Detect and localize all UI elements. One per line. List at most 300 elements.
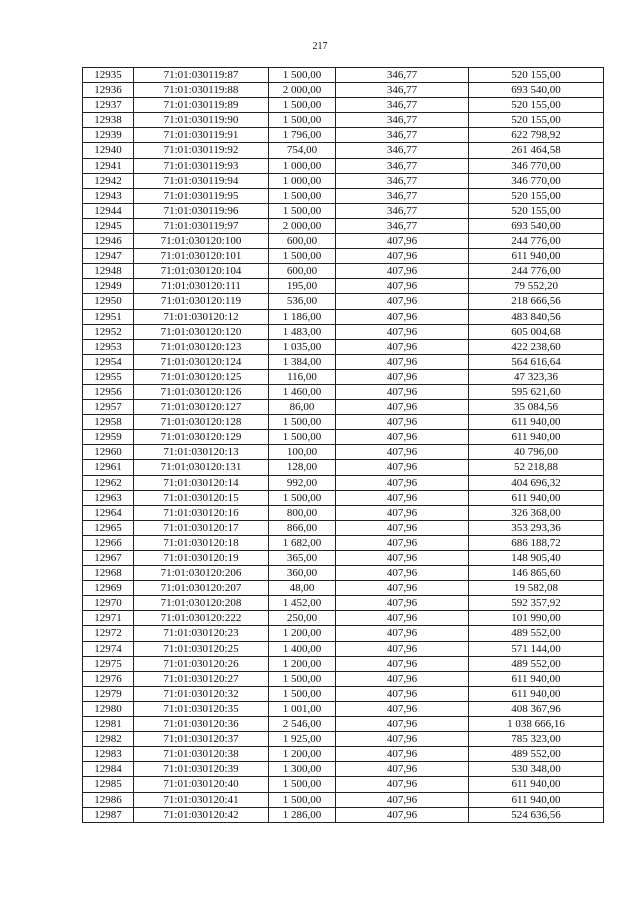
row-number-cell: 12951 — [83, 309, 134, 324]
cadastral-number-cell: 71:01:030120:16 — [134, 505, 269, 520]
area-cell: 600,00 — [269, 264, 336, 279]
area-cell: 360,00 — [269, 566, 336, 581]
rate-cell: 407,96 — [336, 656, 469, 671]
value-cell: 244 776,00 — [469, 234, 604, 249]
row-number-cell: 12956 — [83, 384, 134, 399]
row-number-cell: 12971 — [83, 611, 134, 626]
rate-cell: 407,96 — [336, 234, 469, 249]
table-row — [83, 309, 604, 324]
rate-cell: 407,96 — [336, 717, 469, 732]
table-row — [83, 777, 604, 792]
table-row — [83, 626, 604, 641]
rate-cell: 346,77 — [336, 158, 469, 173]
area-cell: 1 200,00 — [269, 747, 336, 762]
cadastral-number-cell: 71:01:030119:91 — [134, 128, 269, 143]
row-number-cell: 12954 — [83, 354, 134, 369]
area-cell: 116,00 — [269, 369, 336, 384]
row-number-cell: 12965 — [83, 520, 134, 535]
rate-cell: 407,96 — [336, 249, 469, 264]
table-row — [83, 369, 604, 384]
area-cell: 1 925,00 — [269, 732, 336, 747]
table-row — [83, 294, 604, 309]
value-cell: 35 084,56 — [469, 400, 604, 415]
area-cell: 1 500,00 — [269, 686, 336, 701]
rate-cell: 407,96 — [336, 430, 469, 445]
cadastral-number-cell: 71:01:030120:40 — [134, 777, 269, 792]
row-number-cell: 12966 — [83, 535, 134, 550]
value-cell: 611 940,00 — [469, 792, 604, 807]
table-row — [83, 475, 604, 490]
cadastral-number-cell: 71:01:030120:101 — [134, 249, 269, 264]
value-cell: 346 770,00 — [469, 158, 604, 173]
cadastral-number-cell: 71:01:030119:93 — [134, 158, 269, 173]
area-cell: 1 500,00 — [269, 188, 336, 203]
cadastral-number-cell: 71:01:030120:124 — [134, 354, 269, 369]
cadastral-number-cell: 71:01:030119:90 — [134, 113, 269, 128]
area-cell: 86,00 — [269, 400, 336, 415]
area-cell: 1 500,00 — [269, 68, 336, 83]
rate-cell: 346,77 — [336, 143, 469, 158]
value-cell: 520 155,00 — [469, 68, 604, 83]
area-cell: 2 546,00 — [269, 717, 336, 732]
rate-cell: 407,96 — [336, 626, 469, 641]
rate-cell: 346,77 — [336, 218, 469, 233]
value-cell: 564 616,64 — [469, 354, 604, 369]
table-row — [83, 415, 604, 430]
cadastral-number-cell: 71:01:030120:206 — [134, 566, 269, 581]
row-number-cell: 12952 — [83, 324, 134, 339]
row-number-cell: 12961 — [83, 460, 134, 475]
row-number-cell: 12985 — [83, 777, 134, 792]
table-row — [83, 671, 604, 686]
rate-cell: 407,96 — [336, 400, 469, 415]
value-cell: 595 621,60 — [469, 384, 604, 399]
area-cell: 1 500,00 — [269, 671, 336, 686]
table-row — [83, 505, 604, 520]
rate-cell: 407,96 — [336, 566, 469, 581]
rate-cell: 407,96 — [336, 309, 469, 324]
cadastral-number-cell: 71:01:030119:96 — [134, 203, 269, 218]
area-cell: 1 500,00 — [269, 490, 336, 505]
value-cell: 530 348,00 — [469, 762, 604, 777]
value-cell: 483 840,56 — [469, 309, 604, 324]
row-number-cell: 12942 — [83, 173, 134, 188]
row-number-cell: 12959 — [83, 430, 134, 445]
row-number-cell: 12935 — [83, 68, 134, 83]
rate-cell: 407,96 — [336, 535, 469, 550]
cadastral-number-cell: 71:01:030119:94 — [134, 173, 269, 188]
rate-cell: 346,77 — [336, 113, 469, 128]
value-cell: 148 905,40 — [469, 551, 604, 566]
table-row — [83, 339, 604, 354]
row-number-cell: 12938 — [83, 113, 134, 128]
value-cell: 785 323,00 — [469, 732, 604, 747]
row-number-cell: 12960 — [83, 445, 134, 460]
area-cell: 1 500,00 — [269, 249, 336, 264]
rate-cell: 407,96 — [336, 369, 469, 384]
table-row — [83, 611, 604, 626]
table-row — [83, 113, 604, 128]
area-cell: 1 384,00 — [269, 354, 336, 369]
row-number-cell: 12982 — [83, 732, 134, 747]
cadastral-number-cell: 71:01:030120:119 — [134, 294, 269, 309]
area-cell: 800,00 — [269, 505, 336, 520]
table-row — [83, 400, 604, 415]
row-number-cell: 12964 — [83, 505, 134, 520]
area-cell: 1 500,00 — [269, 113, 336, 128]
row-number-cell: 12984 — [83, 762, 134, 777]
area-cell: 1 400,00 — [269, 641, 336, 656]
value-cell: 524 636,56 — [469, 807, 604, 822]
row-number-cell: 12949 — [83, 279, 134, 294]
table-row — [83, 732, 604, 747]
cadastral-number-cell: 71:01:030120:35 — [134, 701, 269, 716]
rate-cell: 407,96 — [336, 339, 469, 354]
rate-cell: 407,96 — [336, 445, 469, 460]
cadastral-number-cell: 71:01:030120:111 — [134, 279, 269, 294]
area-cell: 1 035,00 — [269, 339, 336, 354]
cadastral-number-cell: 71:01:030120:39 — [134, 762, 269, 777]
cadastral-number-cell: 71:01:030120:36 — [134, 717, 269, 732]
cadastral-number-cell: 71:01:030120:104 — [134, 264, 269, 279]
rate-cell: 407,96 — [336, 490, 469, 505]
rate-cell: 346,77 — [336, 188, 469, 203]
value-cell: 611 940,00 — [469, 777, 604, 792]
row-number-cell: 12976 — [83, 671, 134, 686]
table-row — [83, 701, 604, 716]
row-number-cell: 12936 — [83, 83, 134, 98]
table-row — [83, 143, 604, 158]
row-number-cell: 12987 — [83, 807, 134, 822]
cadastral-number-cell: 71:01:030120:41 — [134, 792, 269, 807]
table-row — [83, 747, 604, 762]
rate-cell: 407,96 — [336, 641, 469, 656]
row-number-cell: 12944 — [83, 203, 134, 218]
cadastral-number-cell: 71:01:030120:128 — [134, 415, 269, 430]
table-row — [83, 249, 604, 264]
area-cell: 1 500,00 — [269, 415, 336, 430]
cadastral-number-cell: 71:01:030120:123 — [134, 339, 269, 354]
value-cell: 693 540,00 — [469, 218, 604, 233]
rate-cell: 407,96 — [336, 701, 469, 716]
row-number-cell: 12945 — [83, 218, 134, 233]
row-number-cell: 12972 — [83, 626, 134, 641]
rate-cell: 407,96 — [336, 792, 469, 807]
rate-cell: 407,96 — [336, 611, 469, 626]
table-row — [83, 354, 604, 369]
area-cell: 250,00 — [269, 611, 336, 626]
value-cell: 611 940,00 — [469, 490, 604, 505]
cadastral-number-cell: 71:01:030119:89 — [134, 98, 269, 113]
table-row — [83, 460, 604, 475]
table-body — [83, 68, 604, 823]
page-number: 217 — [312, 41, 328, 52]
cadastral-number-cell: 71:01:030119:92 — [134, 143, 269, 158]
area-cell: 1 286,00 — [269, 807, 336, 822]
area-cell: 128,00 — [269, 460, 336, 475]
value-cell: 611 940,00 — [469, 415, 604, 430]
value-cell: 605 004,68 — [469, 324, 604, 339]
value-cell: 611 940,00 — [469, 686, 604, 701]
value-cell: 489 552,00 — [469, 626, 604, 641]
cadastral-number-cell: 71:01:030120:131 — [134, 460, 269, 475]
table-row — [83, 762, 604, 777]
rate-cell: 346,77 — [336, 83, 469, 98]
rate-cell: 346,77 — [336, 203, 469, 218]
row-number-cell: 12943 — [83, 188, 134, 203]
area-cell: 1 500,00 — [269, 792, 336, 807]
table-row — [83, 596, 604, 611]
rate-cell: 407,96 — [336, 596, 469, 611]
value-cell: 422 238,60 — [469, 339, 604, 354]
area-cell: 1 460,00 — [269, 384, 336, 399]
cadastral-number-cell: 71:01:030120:15 — [134, 490, 269, 505]
rate-cell: 407,96 — [336, 279, 469, 294]
rate-cell: 407,96 — [336, 732, 469, 747]
value-cell: 489 552,00 — [469, 656, 604, 671]
cadastral-number-cell: 71:01:030120:23 — [134, 626, 269, 641]
rate-cell: 407,96 — [336, 324, 469, 339]
area-cell: 1 500,00 — [269, 777, 336, 792]
value-cell: 47 323,36 — [469, 369, 604, 384]
cadastral-number-cell: 71:01:030120:32 — [134, 686, 269, 701]
cadastral-number-cell: 71:01:030119:95 — [134, 188, 269, 203]
rate-cell: 346,77 — [336, 173, 469, 188]
cadastral-number-cell: 71:01:030120:222 — [134, 611, 269, 626]
area-cell: 1 000,00 — [269, 158, 336, 173]
value-cell: 571 144,00 — [469, 641, 604, 656]
row-number-cell: 12963 — [83, 490, 134, 505]
area-cell: 1 200,00 — [269, 626, 336, 641]
cadastral-number-cell: 71:01:030120:125 — [134, 369, 269, 384]
area-cell: 2 000,00 — [269, 83, 336, 98]
cadastral-number-cell: 71:01:030119:87 — [134, 68, 269, 83]
table-row — [83, 218, 604, 233]
table-row — [83, 566, 604, 581]
row-number-cell: 12955 — [83, 369, 134, 384]
area-cell: 1 452,00 — [269, 596, 336, 611]
rate-cell: 407,96 — [336, 520, 469, 535]
value-cell: 611 940,00 — [469, 430, 604, 445]
value-cell: 520 155,00 — [469, 98, 604, 113]
value-cell: 611 940,00 — [469, 249, 604, 264]
cadastral-number-cell: 71:01:030120:17 — [134, 520, 269, 535]
area-cell: 2 000,00 — [269, 218, 336, 233]
rate-cell: 407,96 — [336, 415, 469, 430]
area-cell: 1 001,00 — [269, 701, 336, 716]
cadastral-number-cell: 71:01:030120:100 — [134, 234, 269, 249]
row-number-cell: 12953 — [83, 339, 134, 354]
table-row — [83, 551, 604, 566]
table-row — [83, 581, 604, 596]
cadastral-number-cell: 71:01:030120:127 — [134, 400, 269, 415]
cadastral-number-cell: 71:01:030120:38 — [134, 747, 269, 762]
value-cell: 686 188,72 — [469, 535, 604, 550]
cadastral-number-cell: 71:01:030120:120 — [134, 324, 269, 339]
value-cell: 19 582,08 — [469, 581, 604, 596]
area-cell: 992,00 — [269, 475, 336, 490]
area-cell: 1 500,00 — [269, 98, 336, 113]
area-cell: 536,00 — [269, 294, 336, 309]
row-number-cell: 12946 — [83, 234, 134, 249]
row-number-cell: 12968 — [83, 566, 134, 581]
value-cell: 489 552,00 — [469, 747, 604, 762]
cadastral-number-cell: 71:01:030120:126 — [134, 384, 269, 399]
row-number-cell: 12957 — [83, 400, 134, 415]
area-cell: 1 186,00 — [269, 309, 336, 324]
row-number-cell: 12940 — [83, 143, 134, 158]
value-cell: 326 368,00 — [469, 505, 604, 520]
table-row — [83, 83, 604, 98]
table-row — [83, 535, 604, 550]
rate-cell: 346,77 — [336, 68, 469, 83]
area-cell: 1 000,00 — [269, 173, 336, 188]
cadastral-number-cell: 71:01:030120:37 — [134, 732, 269, 747]
rate-cell: 407,96 — [336, 762, 469, 777]
table-row — [83, 68, 604, 83]
row-number-cell: 12947 — [83, 249, 134, 264]
table-row — [83, 490, 604, 505]
area-cell: 600,00 — [269, 234, 336, 249]
rate-cell: 407,96 — [336, 460, 469, 475]
cadastral-number-cell: 71:01:030119:88 — [134, 83, 269, 98]
value-cell: 244 776,00 — [469, 264, 604, 279]
area-cell: 48,00 — [269, 581, 336, 596]
cadastral-number-cell: 71:01:030120:129 — [134, 430, 269, 445]
rate-cell: 407,96 — [336, 264, 469, 279]
row-number-cell: 12974 — [83, 641, 134, 656]
table-row — [83, 430, 604, 445]
value-cell: 611 940,00 — [469, 671, 604, 686]
value-cell: 146 865,60 — [469, 566, 604, 581]
row-number-cell: 12937 — [83, 98, 134, 113]
cadastral-number-cell: 71:01:030120:19 — [134, 551, 269, 566]
table-row — [83, 173, 604, 188]
table-row — [83, 158, 604, 173]
table-row — [83, 520, 604, 535]
rate-cell: 407,96 — [336, 777, 469, 792]
value-cell: 346 770,00 — [469, 173, 604, 188]
value-cell: 404 696,32 — [469, 475, 604, 490]
row-number-cell: 12983 — [83, 747, 134, 762]
cadastral-number-cell: 71:01:030120:27 — [134, 671, 269, 686]
row-number-cell: 12958 — [83, 415, 134, 430]
rate-cell: 407,96 — [336, 747, 469, 762]
rate-cell: 407,96 — [336, 581, 469, 596]
table-row — [83, 656, 604, 671]
value-cell: 353 293,36 — [469, 520, 604, 535]
table-row — [83, 445, 604, 460]
value-cell: 40 796,00 — [469, 445, 604, 460]
value-cell: 218 666,56 — [469, 294, 604, 309]
row-number-cell: 12950 — [83, 294, 134, 309]
cadastral-number-cell: 71:01:030120:26 — [134, 656, 269, 671]
rate-cell: 407,96 — [336, 384, 469, 399]
row-number-cell: 12948 — [83, 264, 134, 279]
area-cell: 100,00 — [269, 445, 336, 460]
cadastral-number-cell: 71:01:030120:13 — [134, 445, 269, 460]
rate-cell: 407,96 — [336, 807, 469, 822]
rate-cell: 346,77 — [336, 128, 469, 143]
value-cell: 1 038 666,16 — [469, 717, 604, 732]
row-number-cell: 12962 — [83, 475, 134, 490]
value-cell: 520 155,00 — [469, 203, 604, 218]
row-number-cell: 12969 — [83, 581, 134, 596]
row-number-cell: 12975 — [83, 656, 134, 671]
rate-cell: 407,96 — [336, 354, 469, 369]
cadastral-number-cell: 71:01:030120:14 — [134, 475, 269, 490]
cadastral-number-cell: 71:01:030119:97 — [134, 218, 269, 233]
area-cell: 1 300,00 — [269, 762, 336, 777]
rate-cell: 407,96 — [336, 551, 469, 566]
value-cell: 520 155,00 — [469, 188, 604, 203]
table-row — [83, 264, 604, 279]
row-number-cell: 12967 — [83, 551, 134, 566]
rate-cell: 407,96 — [336, 671, 469, 686]
table-row — [83, 807, 604, 822]
cadastral-number-cell: 71:01:030120:207 — [134, 581, 269, 596]
row-number-cell: 12939 — [83, 128, 134, 143]
area-cell: 1 682,00 — [269, 535, 336, 550]
cadastral-number-cell: 71:01:030120:208 — [134, 596, 269, 611]
row-number-cell: 12941 — [83, 158, 134, 173]
row-number-cell: 12970 — [83, 596, 134, 611]
rate-cell: 407,96 — [336, 686, 469, 701]
rate-cell: 346,77 — [336, 98, 469, 113]
area-cell: 866,00 — [269, 520, 336, 535]
rate-cell: 407,96 — [336, 294, 469, 309]
row-number-cell: 12986 — [83, 792, 134, 807]
area-cell: 195,00 — [269, 279, 336, 294]
value-cell: 693 540,00 — [469, 83, 604, 98]
area-cell: 1 500,00 — [269, 203, 336, 218]
rate-cell: 407,96 — [336, 505, 469, 520]
value-cell: 408 367,96 — [469, 701, 604, 716]
cadastral-number-cell: 71:01:030120:25 — [134, 641, 269, 656]
table-row — [83, 384, 604, 399]
value-cell: 261 464,58 — [469, 143, 604, 158]
value-cell: 79 552,20 — [469, 279, 604, 294]
area-cell: 1 796,00 — [269, 128, 336, 143]
cadastral-number-cell: 71:01:030120:18 — [134, 535, 269, 550]
area-cell: 365,00 — [269, 551, 336, 566]
value-cell: 592 357,92 — [469, 596, 604, 611]
area-cell: 1 483,00 — [269, 324, 336, 339]
table-row — [83, 279, 604, 294]
area-cell: 1 500,00 — [269, 430, 336, 445]
value-cell: 520 155,00 — [469, 113, 604, 128]
table-row — [83, 686, 604, 701]
row-number-cell: 12981 — [83, 717, 134, 732]
row-number-cell: 12980 — [83, 701, 134, 716]
cadastral-number-cell: 71:01:030120:42 — [134, 807, 269, 822]
table-row — [83, 234, 604, 249]
row-number-cell: 12979 — [83, 686, 134, 701]
table-row — [83, 203, 604, 218]
table-row — [83, 188, 604, 203]
land-plot-table — [82, 67, 604, 823]
area-cell: 1 200,00 — [269, 656, 336, 671]
table-row — [83, 792, 604, 807]
cadastral-number-cell: 71:01:030120:12 — [134, 309, 269, 324]
rate-cell: 407,96 — [336, 475, 469, 490]
table-row — [83, 641, 604, 656]
area-cell: 754,00 — [269, 143, 336, 158]
value-cell: 52 218,88 — [469, 460, 604, 475]
table-row — [83, 324, 604, 339]
table-row — [83, 98, 604, 113]
value-cell: 622 798,92 — [469, 128, 604, 143]
